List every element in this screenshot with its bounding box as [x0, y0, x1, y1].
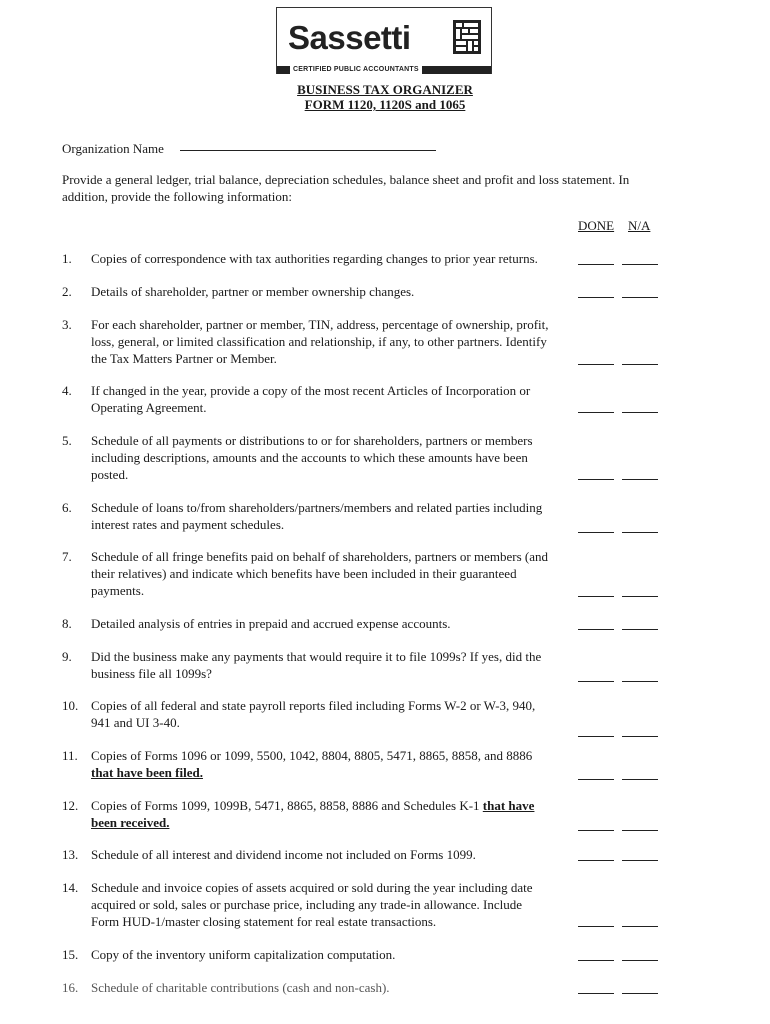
item-number: 6.	[62, 500, 72, 515]
na-blank-8[interactable]	[622, 629, 658, 630]
item-number: 11.	[62, 748, 78, 763]
done-blank-5[interactable]	[578, 479, 614, 480]
item-number: 15.	[62, 947, 79, 962]
na-blank-3[interactable]	[622, 364, 658, 365]
item-text: Copies of all federal and state payroll reports filed including Forms W-2 or W-3, 940, 941 and UI 3-40.	[91, 698, 536, 730]
logo-name: Sassetti	[288, 19, 411, 56]
item-number: 16.	[62, 980, 79, 995]
done-column-header: DONE	[578, 218, 615, 233]
na-blank-13[interactable]	[622, 860, 658, 861]
item-number: 3.	[62, 317, 72, 332]
item-text: Copy of the inventory uniform capitalization computation.	[91, 947, 396, 962]
na-blank-9[interactable]	[622, 681, 658, 682]
item-text-main: Copies of Forms 1099, 1099B, 5471, 8865, 8858, 8886 and Schedules K-1	[91, 798, 480, 813]
na-blank-7[interactable]	[622, 596, 658, 597]
done-blank-12[interactable]	[578, 830, 614, 831]
item-number: 5.	[62, 433, 72, 448]
form-title: BUSINESS TAX ORGANIZER	[297, 82, 473, 97]
done-blank-3[interactable]	[578, 364, 614, 365]
item-text: Schedule of all payments or distributions to or for shareholders, partners or members including descriptions, amounts and the accounts to which these amounts have been posted.	[91, 433, 533, 482]
form-subtitle: FORM 1120, 1120S and 1065	[304, 97, 466, 112]
item-text: Copies of correspondence with tax authorities regarding changes to prior year returns.	[91, 251, 538, 266]
item-text: For each shareholder, partner or member, TIN, address, percentage of ownership, profit, loss, general, or limited classification and relationship, if any, to other partners. Identify the Tax Matters Partner or Member.	[91, 317, 549, 366]
item-number: 1.	[62, 251, 72, 266]
done-blank-16[interactable]	[578, 993, 614, 994]
na-blank-1[interactable]	[622, 264, 658, 265]
item-text: Schedule of all interest and dividend income not included on Forms 1099.	[91, 847, 476, 862]
intro-text: Provide a general ledger, trial balance, depreciation schedules, balance sheet and profit and loss statement. In addition, provide the following information:	[62, 172, 630, 204]
done-blank-1[interactable]	[578, 264, 614, 265]
item-text: Details of shareholder, partner or member ownership changes.	[91, 284, 415, 299]
done-blank-9[interactable]	[578, 681, 614, 682]
organization-name-field[interactable]	[180, 150, 436, 151]
na-column-header: N/A	[628, 218, 651, 233]
logo-subtitle: CERTIFIED PUBLIC ACCOUNTANTS	[290, 66, 422, 74]
na-blank-10[interactable]	[622, 736, 658, 737]
item-text	[91, 797, 551, 831]
item-text: If changed in the year, provide a copy of the most recent Articles of Incorporation or Operating Agreement.	[91, 383, 531, 415]
na-blank-12[interactable]	[622, 830, 658, 831]
logo-mark-icon	[453, 20, 481, 54]
na-blank-11[interactable]	[622, 779, 658, 780]
item-number: 10.	[62, 698, 79, 713]
done-blank-6[interactable]	[578, 532, 614, 533]
item-number: 4.	[62, 383, 72, 398]
item-text	[91, 747, 551, 781]
item-text-main: Copies of Forms 1096 or 1099, 5500, 1042, 8804, 8805, 5471, 8865, 8858, and 8886	[91, 748, 533, 763]
done-blank-15[interactable]	[578, 960, 614, 961]
item-text: Detailed analysis of entries in prepaid and accrued expense accounts.	[91, 616, 451, 631]
done-blank-4[interactable]	[578, 412, 614, 413]
item-number: 14.	[62, 880, 79, 895]
item-text: Schedule of loans to/from shareholders/partners/members and related parties including interest rates and payment schedules.	[91, 500, 543, 532]
item-number: 8.	[62, 616, 72, 631]
done-blank-8[interactable]	[578, 629, 614, 630]
done-blank-11[interactable]	[578, 779, 614, 780]
na-blank-6[interactable]	[622, 532, 658, 533]
done-blank-14[interactable]	[578, 926, 614, 927]
na-blank-16[interactable]	[622, 993, 658, 994]
done-blank-2[interactable]	[578, 297, 614, 298]
item-text: Did the business make any payments that would require it to file 1099s? If yes, did the business file all 1099s?	[91, 649, 542, 681]
done-blank-10[interactable]	[578, 736, 614, 737]
item-text: Schedule and invoice copies of assets acquired or sold during the year including date acquired or sold, sales or purchase price, including any trade-in allowance. Include Form HUD-1/master closing statement for real estate transactions.	[91, 880, 533, 929]
item-text-emphasis: that have been filed.	[91, 765, 203, 780]
na-blank-2[interactable]	[622, 297, 658, 298]
done-blank-13[interactable]	[578, 860, 614, 861]
item-number: 7.	[62, 549, 72, 564]
na-blank-5[interactable]	[622, 479, 658, 480]
item-text: Schedule of charitable contributions (cash and non-cash).	[91, 980, 390, 995]
item-text-emphasis: that have been received.	[91, 798, 535, 830]
item-text: Schedule of all fringe benefits paid on behalf of shareholders, partners or members (and their relatives) and indicate which benefits have been included in their guaranteed payments.	[91, 549, 549, 598]
item-number: 9.	[62, 649, 72, 664]
na-blank-14[interactable]	[622, 926, 658, 927]
item-number: 2.	[62, 284, 72, 299]
organization-name-label: Organization Name	[62, 141, 164, 156]
item-number: 12.	[62, 798, 79, 813]
done-blank-7[interactable]	[578, 596, 614, 597]
sassetti-logo	[276, 7, 492, 74]
item-number: 13.	[62, 847, 79, 862]
na-blank-4[interactable]	[622, 412, 658, 413]
na-blank-15[interactable]	[622, 960, 658, 961]
